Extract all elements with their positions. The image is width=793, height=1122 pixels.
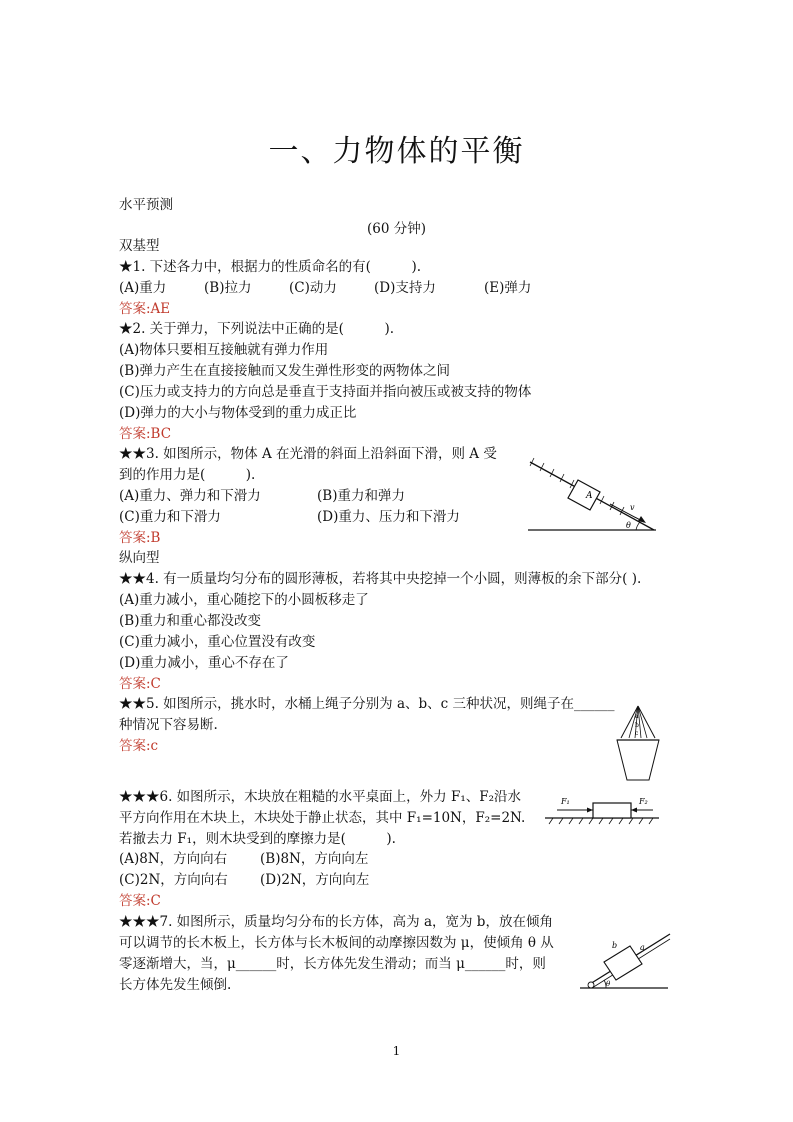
- group-heading: 双基型: [119, 238, 160, 254]
- duration: (60 分钟): [366, 221, 426, 237]
- answer: 答案:B: [119, 530, 161, 546]
- answer: 答案:C: [119, 893, 161, 909]
- question-6-options-row: [119, 851, 368, 867]
- option: (C)重力减小，重心位置没有改变: [119, 634, 316, 650]
- question-2-stem: ★2. 关于弹力，下列说法中正确的是( ).: [119, 321, 394, 337]
- question-6-stem-cont: 若撤去力 F₁，则木块受到的摩擦力是( ).: [119, 831, 396, 847]
- option: (A)物体只要相互接触就有弹力作用: [119, 342, 329, 358]
- option: (A)重力、弹力和下滑力: [119, 488, 261, 504]
- answer: 答案:C: [119, 676, 161, 692]
- answer: 答案:BC: [119, 426, 172, 442]
- page-title: 一、力物体的平衡: [268, 134, 525, 169]
- question-3-stem: ★★3. 如图所示，物体 A 在光滑的斜面上沿斜面下滑，则 A 受: [119, 446, 497, 462]
- option: (A)8N，方向向右: [119, 851, 228, 867]
- option: (D)支持力: [374, 280, 436, 296]
- option: (A)重力减小，重心随挖下的小圆板移走了: [119, 592, 369, 608]
- angle-label: θ: [606, 980, 611, 988]
- question-7-stem-cont: 长方体先发生倾倒.: [119, 977, 232, 993]
- option: (C)重力和下滑力: [119, 509, 221, 525]
- question-6-options-row: [119, 872, 369, 888]
- question-5-stem-cont: 种情况下容易断.: [119, 717, 218, 733]
- section-label: 水平预测: [119, 197, 173, 213]
- option: (B)重力和重心都没改变: [119, 613, 261, 629]
- question-7-stem: ★★★7. 如图所示，质量均匀分布的长方体，高为 a，宽为 b，放在倾角: [119, 914, 553, 930]
- block-forces-figure: [543, 790, 661, 828]
- angle-label: θ: [626, 521, 631, 530]
- option: (D)弹力的大小与物体受到的重力成正比: [119, 405, 357, 421]
- question-5-stem: ★★5. 如图所示，挑水时，水桶上绳子分别为 a、b、c 三种状况，则绳子在______: [119, 696, 615, 712]
- option: (D)2N，方向向左: [260, 872, 370, 888]
- question-3-options-row: [119, 509, 460, 525]
- question-7-stem-cont: 可以调节的长木板上，长方体与长木板间的动摩擦因数为 μ，使倾角 θ 从: [119, 935, 554, 951]
- question-1-stem: ★1. 下述各力中，根据力的性质命名的有( ).: [119, 259, 421, 275]
- bucket-figure: [613, 704, 663, 782]
- question-6-stem-cont: 平方向作用在木块上，木块处于静止状态，其中 F₁=10N，F₂=2N.: [119, 810, 526, 826]
- option: (D)重力、压力和下滑力: [317, 509, 460, 525]
- option: (B)弹力产生在直接接触而又发生弹性形变的两物体之间: [119, 363, 450, 379]
- question-4-stem: ★★4. 有一质量均匀分布的圆形薄板，若将其中央挖掉一个小圆，则薄板的余下部分( ).: [119, 571, 642, 587]
- answer: 答案:c: [119, 738, 159, 754]
- question-3-stem-cont: 到的作用力是( ).: [119, 467, 256, 483]
- option: (C)压力或支持力的方向总是垂直于支持面并指向被压或被支持的物体: [119, 384, 532, 400]
- rope-c-label: c: [635, 730, 639, 737]
- block-label: A: [586, 491, 593, 501]
- force-f2-label: F₂: [639, 797, 648, 806]
- page-number: 1: [392, 1044, 401, 1058]
- option: (C)2N，方向向右: [119, 872, 228, 888]
- option: (A)重力: [119, 280, 167, 296]
- tilted-board-figure: [578, 912, 672, 996]
- force-f1-label: F₁: [561, 797, 570, 806]
- option: (E)弹力: [484, 280, 532, 296]
- incline-figure: [526, 452, 658, 534]
- velocity-label: v: [630, 503, 635, 512]
- rope-b-label: b: [635, 722, 639, 729]
- option: (B)拉力: [204, 280, 252, 296]
- option: (C)动力: [289, 280, 337, 296]
- question-3-options-row: [119, 488, 405, 504]
- option: (B)重力和弹力: [317, 488, 405, 504]
- group-heading: 纵向型: [119, 550, 160, 566]
- width-b-label: b: [612, 941, 618, 950]
- question-1-options: [119, 280, 531, 296]
- rope-a-label: a: [635, 713, 639, 720]
- question-6-stem: ★★★6. 如图所示，木块放在粗糙的水平桌面上，外力 F₁、F₂沿水: [119, 789, 522, 805]
- height-a-label: a: [640, 943, 645, 952]
- option: (B)8N，方向向左: [260, 851, 369, 867]
- answer: 答案:AE: [119, 301, 171, 317]
- question-7-stem-cont: 零逐渐增大，当，μ______时，长方体先发生滑动；而当 μ______时，则: [119, 956, 546, 972]
- option: (D)重力减小，重心不存在了: [119, 655, 289, 671]
